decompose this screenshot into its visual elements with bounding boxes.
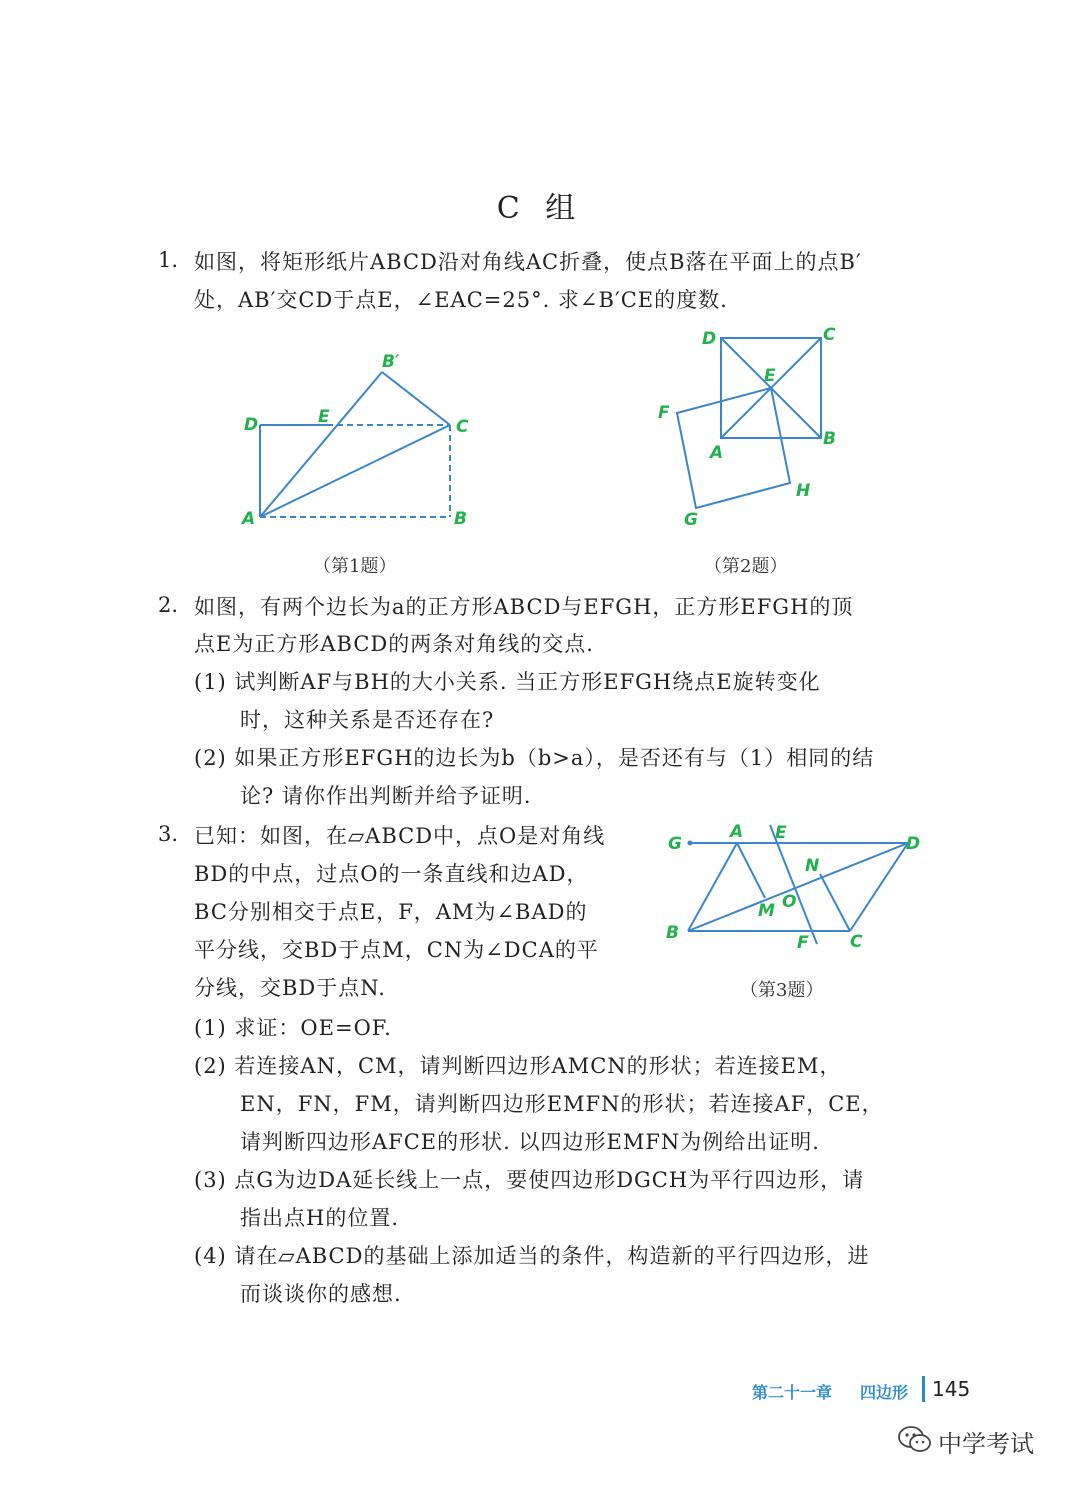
problem-2-line-1: 如图，有两个边长为a的正方形ABCD与EFGH，正方形EFGH的顶 (194, 595, 854, 619)
problem-3-line-1: 已知：如图，在▱ABCD中，点O是对角线 (194, 824, 606, 848)
problem-2-line-2: 点E为正方形ABCD的两条对角线的交点. (194, 632, 594, 656)
figure-2-diagram (650, 318, 870, 536)
fig2-square-efgh (677, 388, 790, 508)
fig3-label-b: B (666, 923, 679, 943)
figure-2-caption: （第2题） (704, 556, 788, 577)
problem-2-sub1-line-2: 时，这种关系是否还存在? (240, 708, 495, 732)
problem-2-sub1-line-1: (1) 试判断AF与BH的大小关系. 当正方形EFGH绕点E旋转变化 (194, 670, 821, 694)
fig2-label-e: E (764, 366, 776, 386)
fig3-bisector-am (737, 843, 765, 898)
fig3-diagonal-bd (688, 843, 908, 931)
fig1-label-b-prime: B′ (382, 352, 400, 372)
fig2-label-a: A (710, 443, 724, 463)
problem-3-sub1-line-1: (1) 求证：OE=OF. (194, 1016, 392, 1040)
fig2-label-f: F (658, 403, 670, 423)
problem-3-number: 3. (158, 822, 179, 846)
figure-3-caption: （第3题） (740, 980, 824, 1001)
fig3-segment-cd (850, 843, 908, 931)
fig1-label-c: C (456, 417, 469, 437)
fig1-label-d: D (244, 415, 259, 435)
footer-divider (922, 1376, 925, 1402)
problem-1-line-2: 处，AB′交CD于点E，∠EAC=25°. 求∠B′CE的度数. (194, 288, 728, 312)
fig1-diagonal-ac (260, 425, 450, 517)
fig3-label-g: G (668, 834, 682, 854)
problem-1-line-1: 如图，将矩形纸片ABCD沿对角线AC折叠，使点B落在平面上的点B′ (194, 250, 862, 274)
problem-3-line-2: BD的中点，过点O的一条直线和边AD， (194, 862, 589, 886)
fig3-label-d: D (906, 834, 921, 854)
problem-3-line-4: 平分线，交BD于点M，CN为∠DCA的平 (194, 938, 599, 962)
problem-3-sub2-line-1: (2) 若连接AN，CM，请判断四边形AMCN的形状；若连接EM， (194, 1054, 842, 1078)
figure-1-diagram (230, 340, 490, 540)
footer-section: 四边形 (860, 1383, 909, 1402)
fig3-label-n: N (805, 856, 820, 876)
fig2-label-h: H (796, 481, 811, 501)
problem-3-sub4-line-1: (4) 请在▱ABCD的基础上添加适当的条件，构造新的平行四边形，进 (194, 1244, 870, 1268)
problem-2-sub2-line-2: 论? 请你作出判断并给予证明. (240, 784, 532, 808)
fig2-label-d: D (702, 329, 717, 349)
figure-1-caption: （第1题） (313, 556, 397, 577)
watermark-text: 中学考试 (938, 1430, 1034, 1458)
fig3-segment-ba (688, 843, 737, 931)
fig1-segment-ab-prime (260, 372, 382, 517)
footer-chapter: 第二十一章 (752, 1383, 833, 1402)
figure-3-diagram (660, 818, 930, 968)
fig2-label-c: C (823, 325, 836, 345)
fig3-label-o: O (782, 892, 797, 912)
fig2-label-b: B (823, 429, 836, 449)
fig3-label-m: M (758, 901, 775, 921)
fig3-label-f: F (797, 933, 809, 953)
fig1-label-b: B (454, 509, 467, 529)
problem-2-sub2-line-1: (2) 如果正方形EFGH的边长为b（b>a），是否还有与（1）相同的结 (194, 746, 875, 770)
fig3-label-c: C (850, 932, 863, 952)
fig1-label-e: E (318, 407, 330, 427)
fig1-segment-b-prime-c (382, 372, 450, 425)
problem-3-sub2-line-3: 请判断四边形AFCE的形状. 以四边形EMFN为例给出证明. (240, 1130, 820, 1154)
fig3-point-g (688, 841, 693, 846)
problem-3-sub3-line-2: 指出点H的位置. (240, 1206, 399, 1230)
problem-3-line-3: BC分别相交于点E，F，AM为∠BAD的 (194, 900, 588, 924)
section-heading: C 组 (496, 191, 584, 226)
fig3-label-e: E (775, 823, 787, 843)
fig1-label-a: A (242, 509, 256, 529)
problem-3-line-5: 分线，交BD于点N. (194, 976, 386, 1000)
fig2-label-g: G (684, 510, 698, 530)
problem-3-sub2-line-2: EN，FN，FM，请判断四边形EMFN的形状；若连接AF，CE， (240, 1092, 884, 1116)
problem-3-sub4-line-2: 而谈谈你的感想. (240, 1282, 402, 1306)
wechat-icon (896, 1424, 934, 1454)
problem-1-number: 1. (158, 248, 179, 272)
fig3-bisector-cn (820, 874, 850, 931)
fig3-label-a: A (730, 822, 744, 842)
problem-2-number: 2. (158, 593, 179, 617)
problem-3-sub3-line-1: (3) 点G为边DA延长线上一点，要使四边形DGCH为平行四边形，请 (194, 1168, 865, 1192)
page-number: 145 (932, 1377, 971, 1401)
